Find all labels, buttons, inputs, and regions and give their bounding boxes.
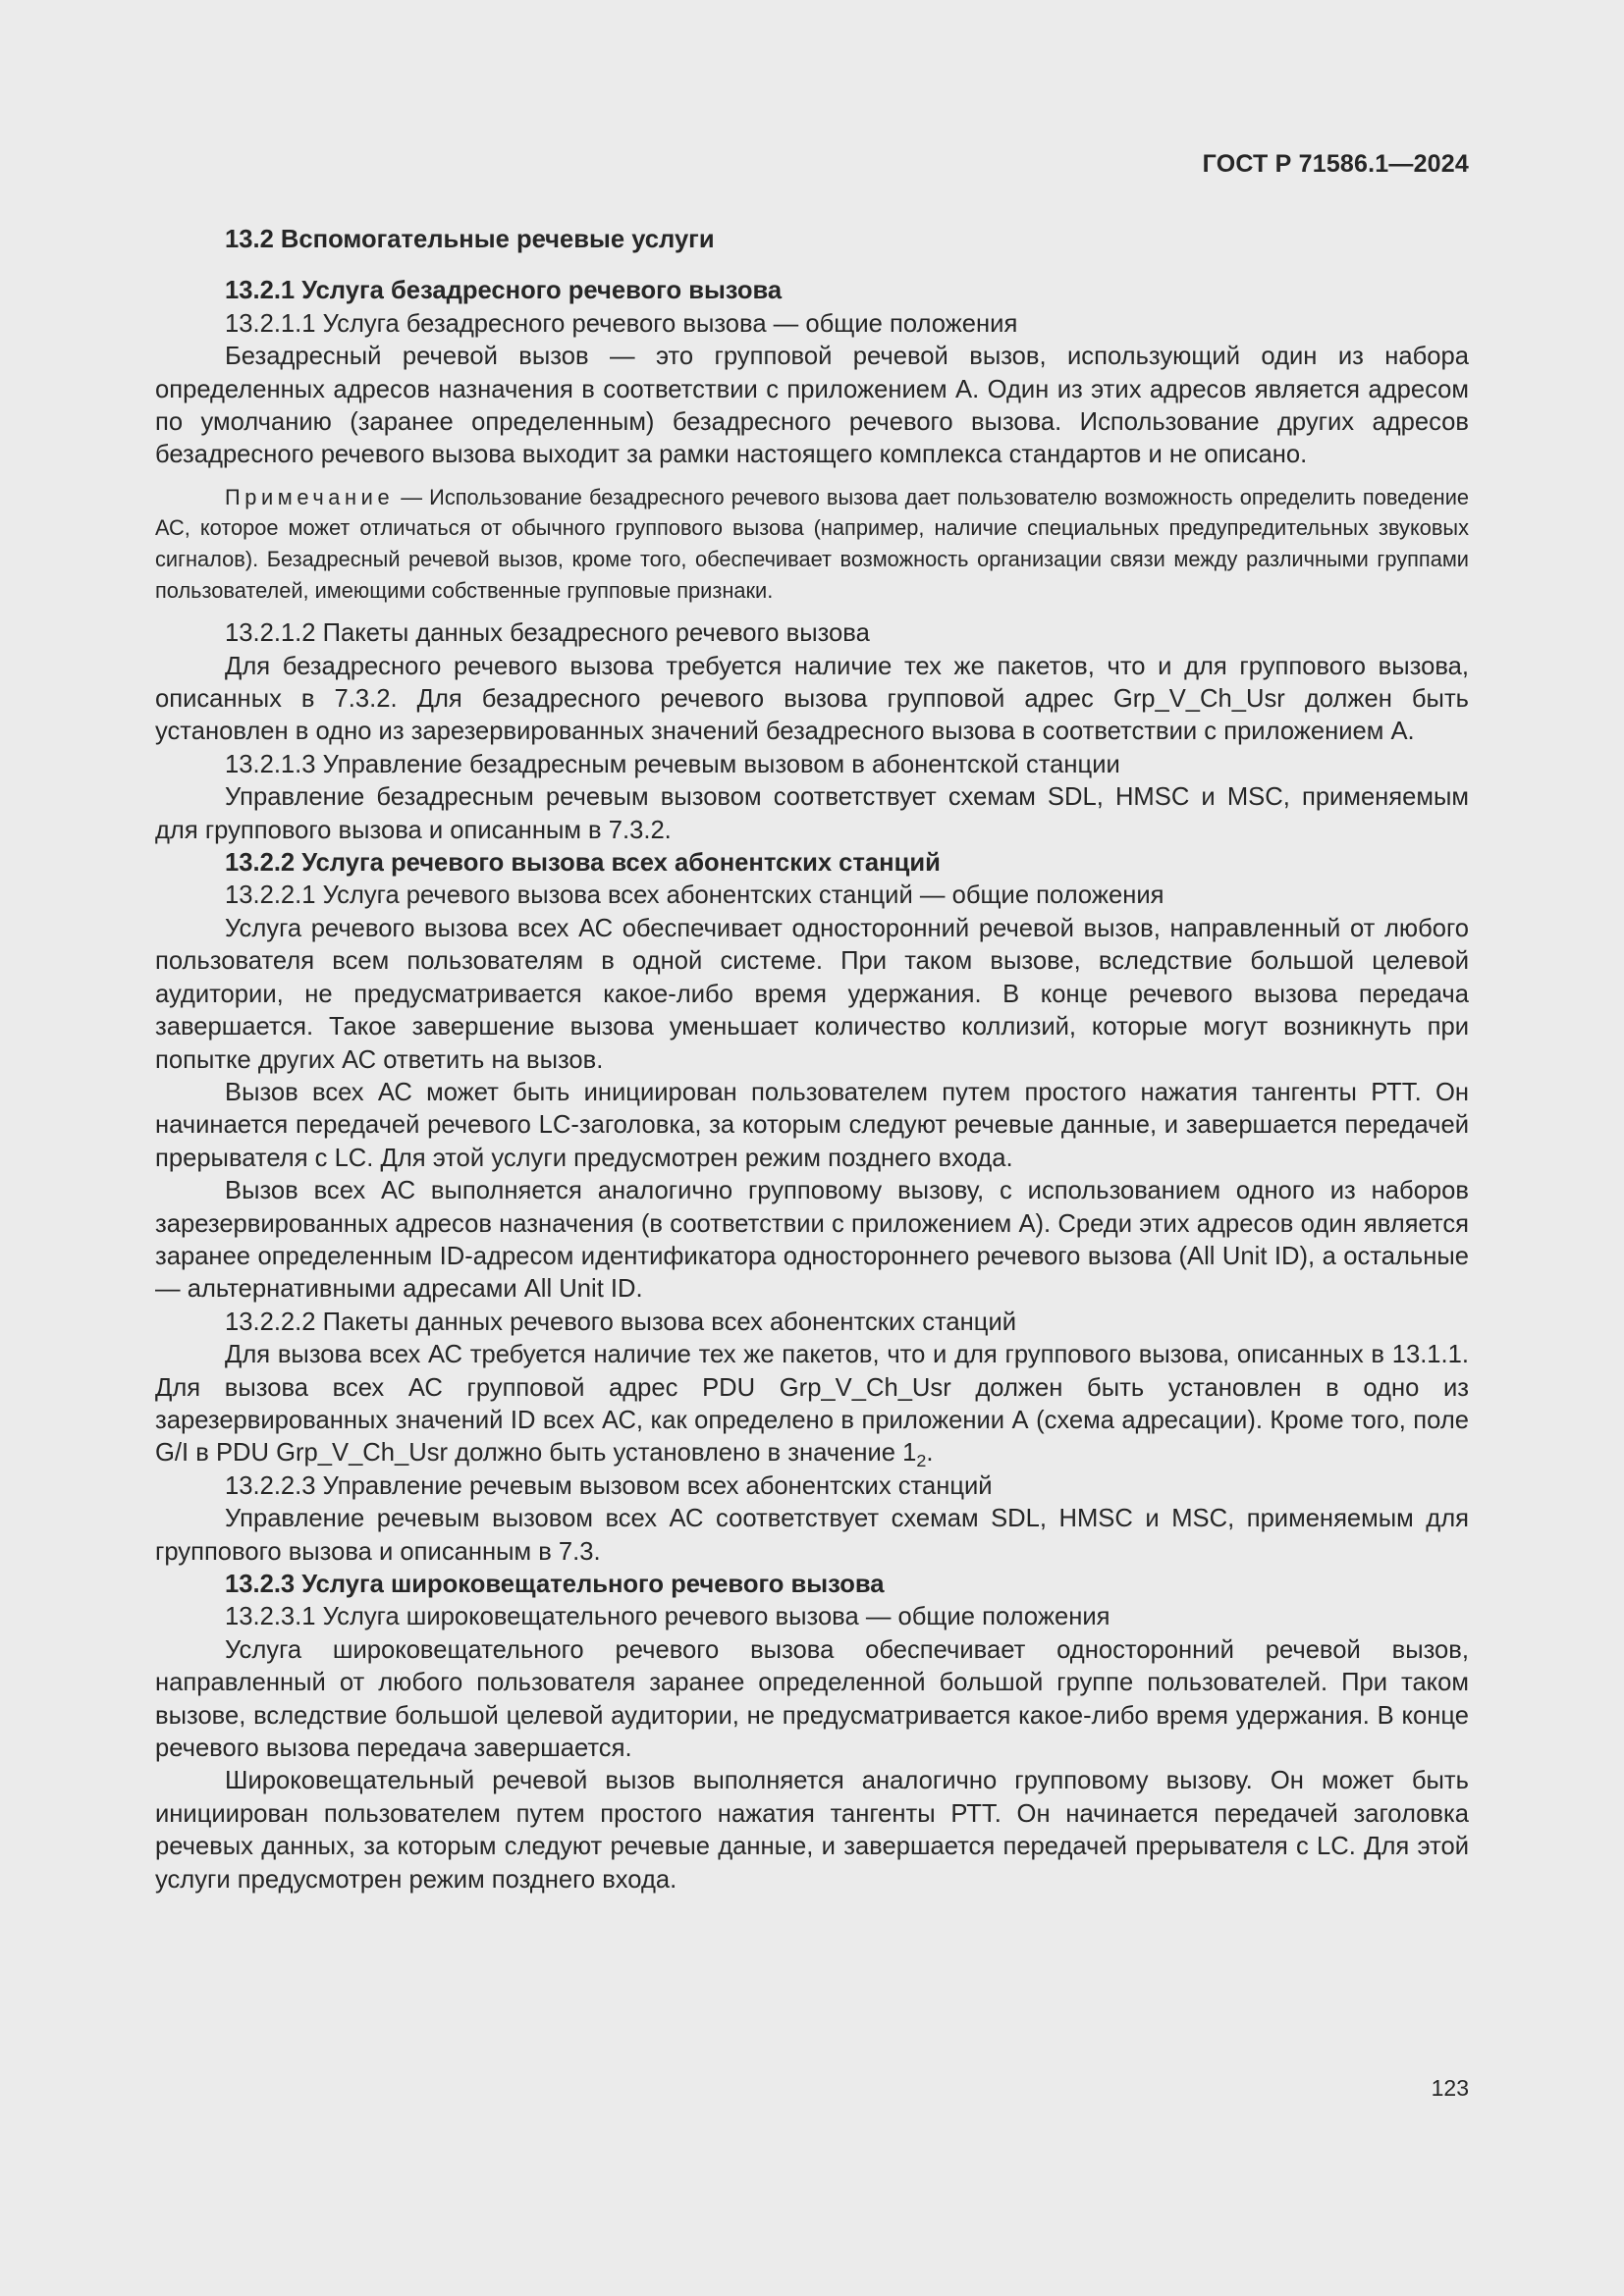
section-13-2-2-2-paragraph-text: Для вызова всех АС требуется наличие тех же пакетов, что и для группового вызова, описанных в 13.1.1. Для вызова всех АС групповой адрес PDU Grp_V_Ch_Usr должен быть установлен в одно из зарезервированных значений ID всех АС, как определено в приложении А (схема адресации). Кроме того, поле G/I в PDU Grp_V_Ch_Usr должно быть установлено в значение 1: [155, 1341, 1469, 1468]
section-13-2-3-1-paragraph-1: Услуга широковещательного речевого вызова обеспечивает односторонний речевой вызов, направленный от любого пользователя заранее определенной большой группе пользователей. При таком вызове, вследствие большой целевой аудитории, не предусматривается какое-либо время удержания. В конце речевого вызова передача завершается.: [155, 1635, 1469, 1763]
document-standard-header: ГОСТ Р 71586.1—2024: [1202, 150, 1469, 178]
subscript-2: 2: [916, 1451, 927, 1471]
section-13-2-1-3-heading: 13.2.1.3 Управление безадресным речевым вызовом в абонентской станции: [225, 750, 1120, 778]
note-paragraph: [155, 482, 1469, 606]
section-13-2-2-1-paragraph-1: Услуга речевого вызова всех АС обеспечивает односторонний речевой вызов, направленный от любого пользователя всем пользователям в одной системе. При таком вызове, вследствие большой целевой аудитории, не предусматривается какое-либо время удержания. В конце речевого вызова передача завершается. Такое завершение вызова уменьшает количество коллизий, которые могут возникнуть при попытке других АС ответить на вызов.: [155, 914, 1469, 1074]
section-13-2-heading: 13.2 Вспомогательные речевые услуги: [225, 226, 715, 253]
section-13-2-3-heading: 13.2.3 Услуга широковещательного речевого вызова: [225, 1571, 885, 1598]
section-13-2-2-1-paragraph-2: Вызов всех АС может быть инициирован пользователем путем простого нажатия тангенты РТТ. Он начинается передачей речевого LC-заголовка, за которым следуют речевые данные, и завершается передачей прерывателя с LC. Для этой услуги предусмотрен режим позднего входа.: [155, 1078, 1469, 1172]
section-13-2-3-1-heading: 13.2.3.1 Услуга широковещательного речевого вызова — общие положения: [225, 1603, 1110, 1631]
section-13-2-3-1-paragraph-2: Широковещательный речевой вызов выполняется аналогично групповому вызову. Он может быть инициирован пользователем путем простого нажатия тангенты РТТ. Он начинается передачей заголовка речевых данных, за которым следуют речевые данные, и завершается передачей прерывателя с LC. Для этой услуги предусмотрен режим позднего входа.: [155, 1767, 1469, 1894]
section-13-2-2-2-paragraph: [155, 1339, 1469, 1470]
paragraph-end-period: .: [926, 1439, 934, 1468]
section-13-2-1-2-paragraph: Для безадресного речевого вызова требуется наличие тех же пакетов, что и для группового вызова, описанных в 7.3.2. Для безадресного речевого вызова групповой адрес Grp_V_Ch_Usr должен быть установлен в одно из зарезервированных значений безадресного вызова в соответствии с приложением А.: [155, 652, 1469, 746]
section-13-2-1-2-heading: 13.2.1.2 Пакеты данных безадресного речевого вызова: [225, 619, 870, 648]
section-13-2-2-3-paragraph: Управление речевым вызовом всех АС соответствует схемам SDL, HMSC и MSC, применяемым для группового вызова и описанным в 7.3.: [155, 1505, 1469, 1566]
section-13-2-2-3-heading: 13.2.2.3 Управление речевым вызовом всех абонентских станций: [225, 1471, 993, 1500]
page-number: 123: [1431, 2075, 1469, 2101]
section-13-2-2-heading: 13.2.2 Услуга речевого вызова всех абонентских станций: [225, 849, 941, 878]
note-label: Примечание: [225, 484, 395, 509]
section-13-2-1-heading: 13.2.1 Услуга безадресного речевого вызова: [225, 277, 783, 305]
section-13-2-1-3-paragraph: Управление безадресным речевым вызовом соответствует схемам SDL, HMSC и MSC, применяемым для группового вызова и описанным в 7.3.2.: [155, 783, 1469, 844]
section-13-2-1-1-paragraph: Безадресный речевой вызов — это групповой речевой вызов, использующий один из набора определенных адресов назначения в соответствии с приложением А. Один из этих адресов является адресом по умолчанию (заранее определенным) безадресного речевого вызова. Использование других адресов безадресного речевого вызова выходит за рамки настоящего комплекса стандартов и не описано.: [155, 343, 1469, 469]
section-13-2-2-2-heading: 13.2.2.2 Пакеты данных речевого вызова всех абонентских станций: [225, 1308, 1017, 1336]
section-13-2-2-1-heading: 13.2.2.1 Услуга речевого вызова всех абонентских станций — общие положения: [225, 881, 1164, 910]
note-text: — Использование безадресного речевого вызова дает пользователю возможность определить поведение АС, которое может отличаться от обычного группового вызова (например, наличие специальных предупредительных звуковых сигналов). Безадресный речевой вызов, кроме того, обеспечивает возможность организации связи между различными группами пользователей, имеющими собственные групповые признаки.: [155, 484, 1469, 603]
section-13-2-1-1-heading: 13.2.1.1 Услуга безадресного речевого вызова — общие положения: [225, 309, 1018, 338]
section-13-2-2-1-paragraph-3: Вызов всех АС выполняется аналогично групповому вызову, с использованием одного из наборов зарезервированных адресов назначения (в соответствии с приложением А). Среди этих адресов один является заранее определенным ID-адресом идентификатора одностороннего речевого вызова (All Unit ID), а остальные — альтернативными адресами All Unit ID.: [155, 1177, 1469, 1304]
document-body: [155, 224, 1469, 1896]
